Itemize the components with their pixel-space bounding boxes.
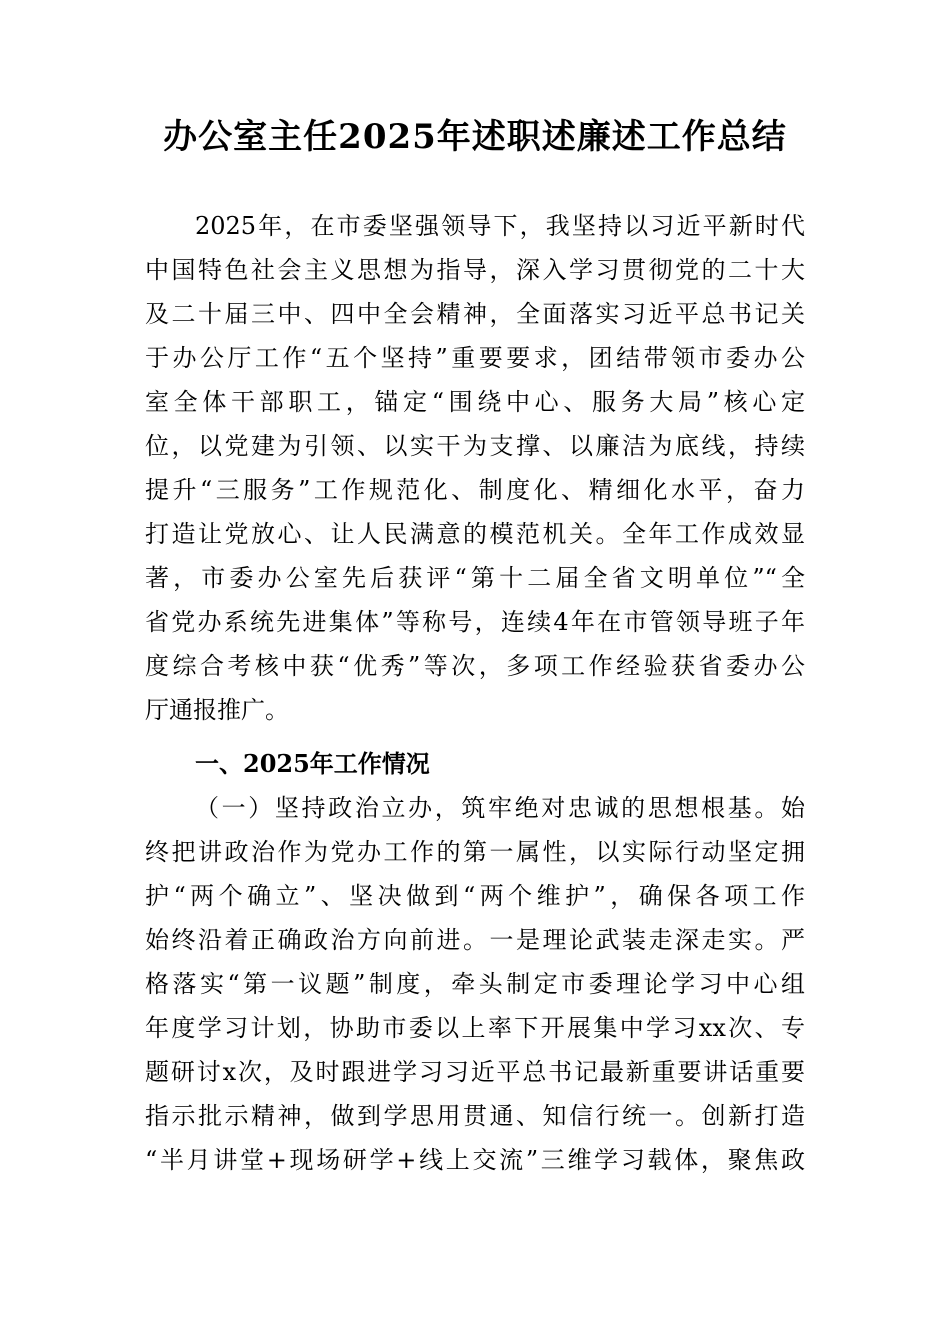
paragraph-line: 度综合考核中获“优秀”等次，多项工作经验获省委办公	[145, 652, 805, 680]
paragraph-line: 题研讨x次，及时跟进学习习近平总书记最新重要讲话重要	[145, 1058, 805, 1086]
paragraph-line: “半月讲堂+现场研学+线上交流”三维学习载体，聚焦政	[145, 1146, 805, 1174]
paragraph-line: 省党办系统先进集体”等称号，连续4年在市管领导班子年	[145, 608, 805, 636]
paragraph-line: 位，以党建为引领、以实干为支撑、以廉洁为底线，持续	[145, 432, 805, 460]
paragraph-line: 中国特色社会主义思想为指导，深入学习贯彻党的二十大	[145, 256, 805, 284]
paragraph-line: 厅通报推广。	[145, 696, 289, 724]
paragraph-line: 著，市委办公室先后获评“第十二届全省文明单位”“全	[145, 564, 805, 592]
paragraph-line: 始终沿着正确政治方向前进。一是理论武装走深走实。严	[145, 926, 805, 954]
paragraph-line: 于办公厅工作“五个坚持”重要要求，团结带领市委办公	[145, 344, 805, 372]
paragraph-line: 打造让党放心、让人民满意的模范机关。全年工作成效显	[145, 520, 805, 548]
paragraph-line: 2025年，在市委坚强领导下，我坚持以习近平新时代	[195, 212, 805, 240]
paragraph-line: 年度学习计划，协助市委以上率下开展集中学习xx次、专	[145, 1014, 805, 1042]
paragraph-line: 室全体干部职工，锚定“围绕中心、服务大局”核心定	[145, 388, 805, 416]
paragraph-line: 终把讲政治作为党办工作的第一属性，以实际行动坚定拥	[145, 838, 805, 866]
paragraph-line: 格落实“第一议题”制度，牵头制定市委理论学习中心组	[145, 970, 805, 998]
paragraph-line: 提升“三服务”工作规范化、制度化、精细化水平，奋力	[145, 476, 805, 504]
paragraph-line: （一）坚持政治立办，筑牢绝对忠诚的思想根基。始	[195, 794, 805, 822]
paragraph-line: 及二十届三中、四中全会精神，全面落实习近平总书记关	[145, 300, 805, 328]
section-heading: 一、2025年工作情况	[195, 749, 430, 778]
paragraph-line: 指示批示精神，做到学思用贯通、知信行统一。创新打造	[145, 1102, 805, 1130]
paragraph-line: 护“两个确立”、坚决做到“两个维护”，确保各项工作	[145, 882, 805, 910]
document-title: 办公室主任2025年述职述廉述工作总结	[163, 117, 787, 157]
